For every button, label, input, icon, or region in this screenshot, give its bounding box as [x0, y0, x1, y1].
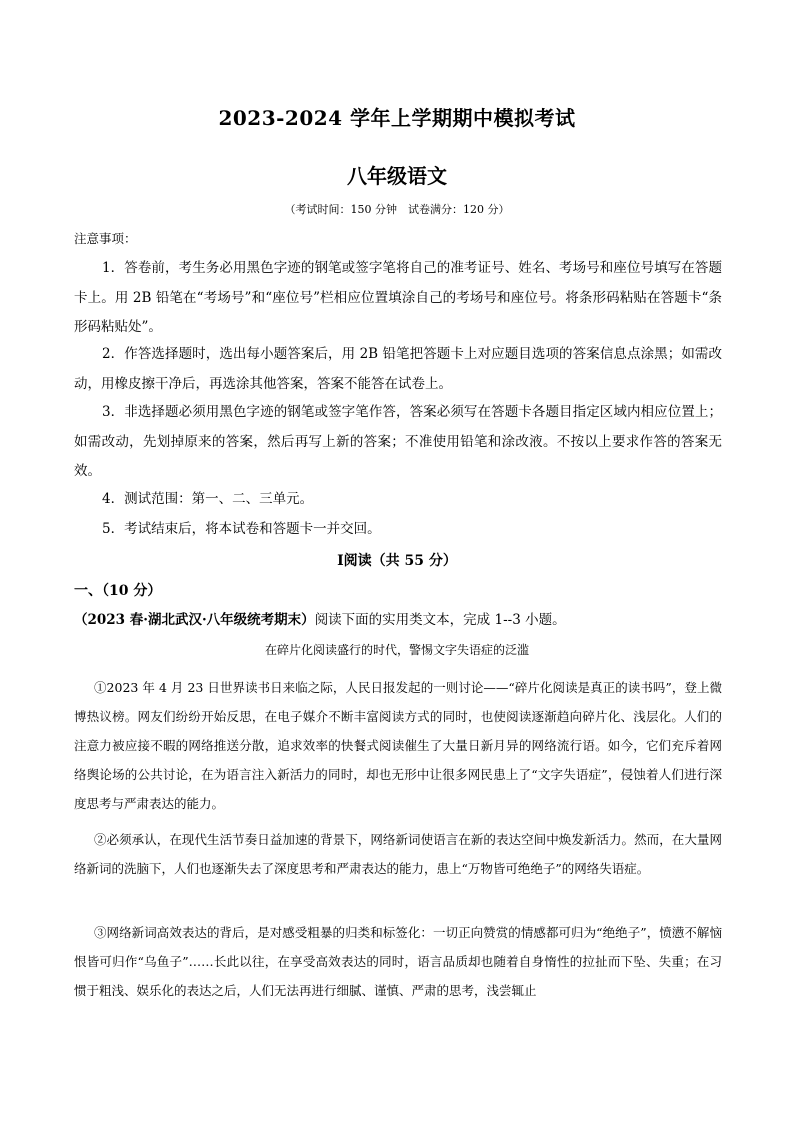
article-paragraph: ③网络新词高效表达的背后，是对感受粗暴的归类和标签化：一切正向赞赏的情感都可归为“绝绝子”，愤懑不解恼恨皆可归作“乌鱼子”……长此以往，在享受高效表达的同时，语言品质却也随着自身惰性的拉扯而下坠、失重；在习惯于粗浅、娱乐化的表达之后，人们无法再进行细腻、谨慎、严肃的思考，浅尝辄止: [74, 925, 722, 998]
notice-item: 3．非选择题必须用黑色字迹的钢笔或签字笔作答，答案必须写在答题卡各题目指定区域内相应位置上；如需改动，先划掉原来的答案，然后再写上新的答案；不准使用铅笔和涂改液。不按以上要求作答的答案无效。: [74, 404, 722, 479]
article-paragraph: ①2023 年 4 月 23 日世界读书日来临之际，人民日报发起的一则讨论——“碎片化阅读是真正的读书吗”，登上微博热议榜。网友们纷纷开始反思，在电子媒介不断丰富阅读方式的同时，也使阅读逐渐趋向碎片化、浅层化。人们的注意力被应接不暇的网络推送分散，追求效率的快餐式阅读催生了大量日新月异的网络流行语。如今，它们充斥着网络舆论场的公共讨论，在为语言注入新活力的同时，却也无形中让很多网民患上了“文字失语症”，侵蚀着人们进行深度思考与严肃表达的能力。: [74, 680, 722, 811]
exam-meta: （考试时间：150 分钟 试卷满分：120 分）: [284, 203, 510, 216]
exam-subject: 八年级语文: [347, 164, 447, 188]
notice-item: 2．作答选择题时，选出每小题答案后，用 2B 铅笔把答题卡上对应题目选项的答案信息点涂黑；如需改动，用橡皮擦干净后，再选涂其他答案，答案不能答在试卷上。: [74, 346, 722, 392]
question-source: （2023 春·湖北武汉·八年级统考期末）: [74, 612, 315, 628]
section-title: Ⅰ阅读（共 55 分）: [337, 553, 457, 569]
article-title: 在碎片化阅读盛行的时代，警惕文字失语症的泛滥: [264, 643, 529, 657]
notice-label: 注意事项：: [74, 231, 137, 246]
article-paragraph: ②必须承认，在现代生活节奏日益加速的背景下，网络新词使语言在新的表达空间中焕发新活力。然而，在大量网络新词的洗脑下，人们也逐渐失去了深度思考和严肃表达的能力，患上“万物皆可绝绝子”的网络失语症。: [74, 832, 722, 876]
notice-item: 5．考试结束后，将本试卷和答题卡一并交回。: [102, 521, 381, 537]
question-instruction-text: 阅读下面的实用类文本，完成 1--3 小题。: [314, 612, 566, 628]
notice-item: 4．测试范围：第一、二、三单元。: [102, 491, 314, 507]
question-instruction: [74, 608, 566, 628]
exam-title: 2023-2024 学年上学期期中模拟考试: [218, 106, 576, 130]
notice-item: 1．答卷前，考生务必用黑色字迹的钢笔或签字笔将自己的准考证号、姓名、考场号和座位号填写在答题卡上。用 2B 铅笔在“考场号”和“座位号”栏相应位置填涂自己的考场号和座位号。将条形码粘贴在答题卡“条形码粘贴处”。: [74, 260, 722, 335]
question-heading: 一、（10 分）: [74, 583, 162, 599]
